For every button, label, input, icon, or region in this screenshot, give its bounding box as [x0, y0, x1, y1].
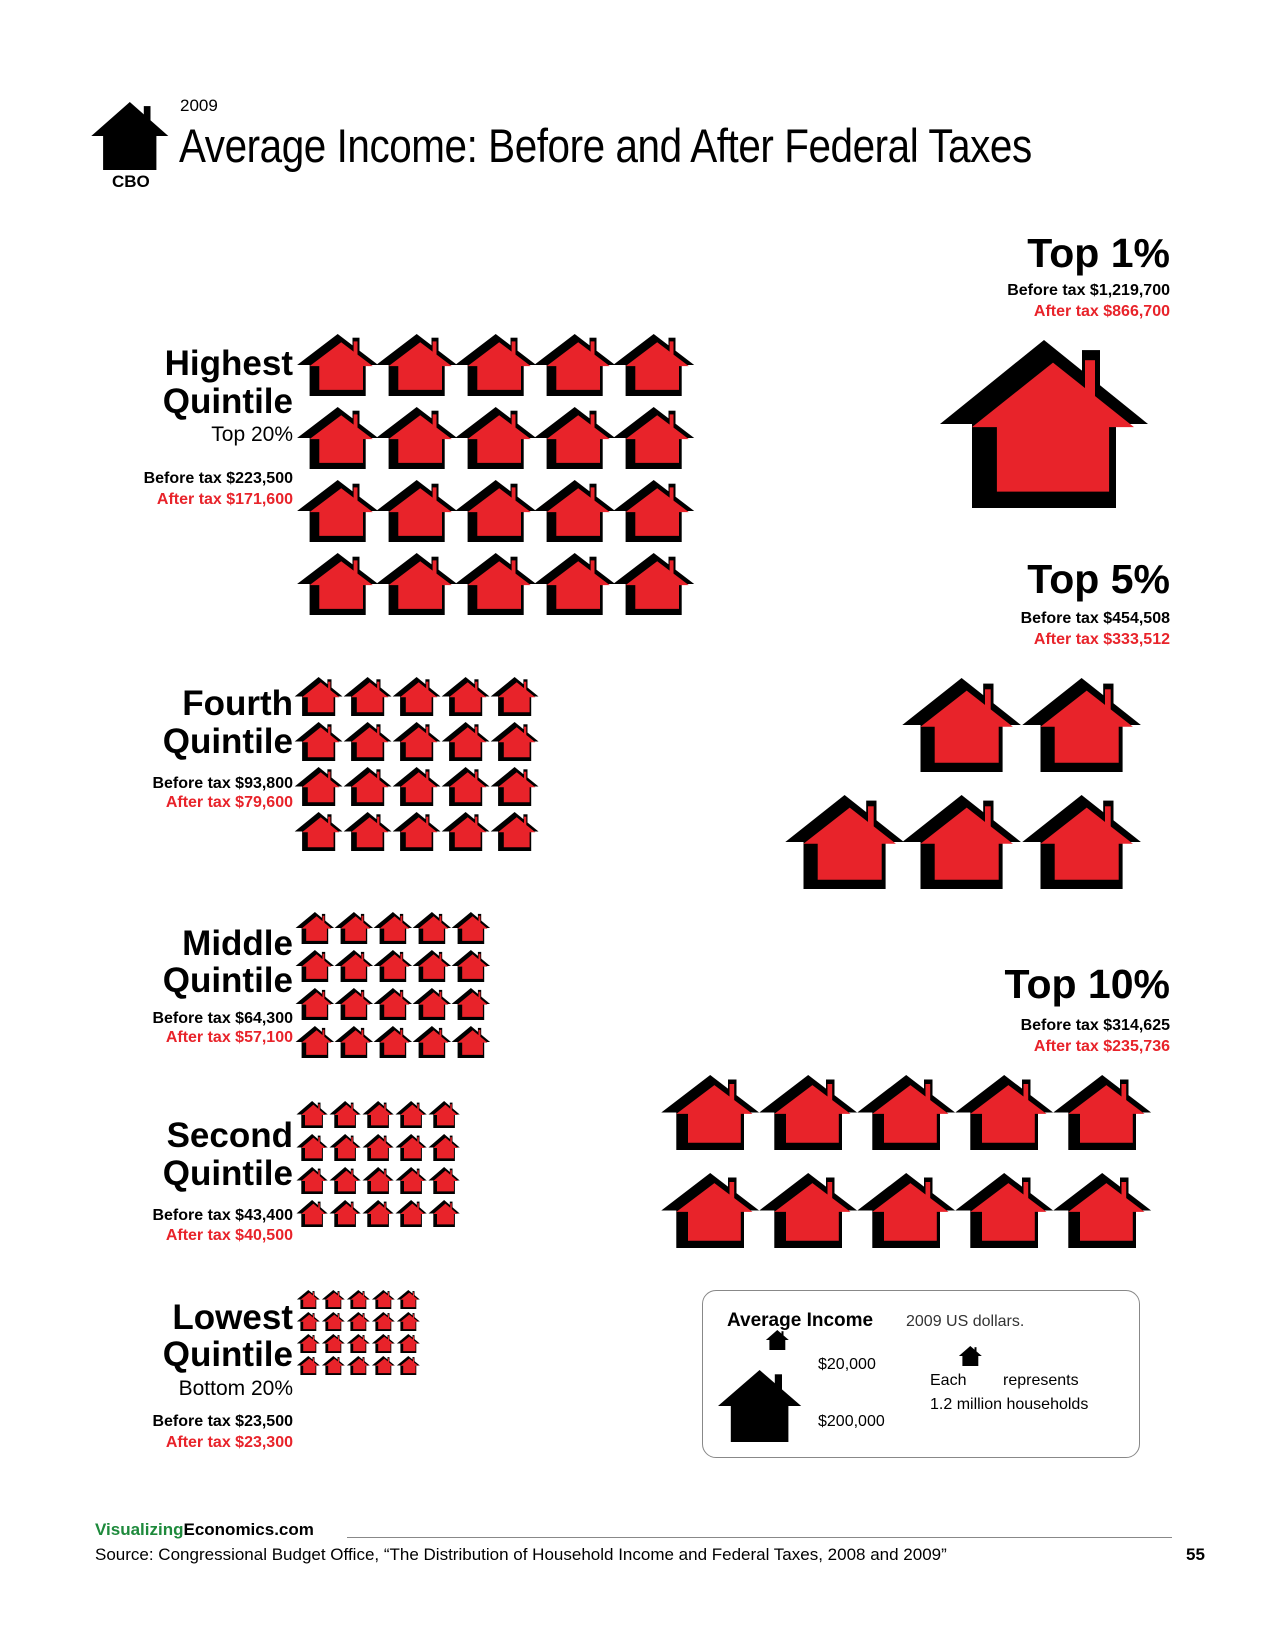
fourth-house	[344, 722, 392, 761]
middle-house	[374, 950, 413, 982]
footer-rule	[347, 1537, 1172, 1538]
fourth-house	[295, 812, 343, 851]
second-house	[396, 1167, 427, 1194]
highest-house	[297, 407, 378, 469]
lowest-house	[322, 1356, 345, 1375]
fourth-house	[393, 677, 441, 716]
highest-house	[297, 334, 378, 396]
top5-after-tax: After tax $333,512	[1033, 631, 1170, 648]
highest-quintile-sub: Top 20%	[211, 423, 293, 446]
fourth-quintile-name-2: Quintile	[162, 722, 293, 761]
lowest-before-tax: Before tax $23,500	[152, 1413, 293, 1430]
lowest-after-tax: After tax $23,300	[165, 1434, 293, 1451]
second-house	[330, 1200, 361, 1227]
lowest-house	[397, 1312, 420, 1331]
highest-quintile-name-1: Highest	[164, 344, 293, 383]
second-house	[429, 1167, 460, 1194]
lowest-house	[372, 1312, 395, 1331]
cbo-house-shape	[91, 102, 168, 170]
site-name-rest: Economics.com	[183, 1520, 314, 1539]
middle-house	[335, 950, 374, 982]
lowest-house	[347, 1334, 370, 1353]
middle-house	[413, 988, 452, 1020]
highest-house	[297, 553, 378, 615]
lowest-house	[372, 1334, 395, 1353]
middle-house	[452, 1026, 491, 1058]
second-house	[396, 1101, 427, 1128]
highest-before-tax: Before tax $223,500	[143, 470, 293, 487]
legend-small-value: $20,000	[818, 1356, 876, 1373]
highest-house	[613, 553, 694, 615]
lowest-house	[347, 1290, 370, 1309]
fourth-house	[393, 722, 441, 761]
lowest-house	[297, 1334, 320, 1353]
top10-house	[857, 1173, 955, 1248]
top10-after-tax: After tax $235,736	[1033, 1038, 1170, 1055]
highest-house	[376, 334, 457, 396]
fourth-house	[295, 677, 343, 716]
fourth-house	[344, 767, 392, 806]
middle-house	[296, 1026, 335, 1058]
middle-house	[452, 912, 491, 944]
legend-each-label: Each	[930, 1372, 967, 1389]
second-house	[330, 1134, 361, 1161]
highest-house	[455, 334, 536, 396]
top5-name: Top 5%	[1027, 556, 1170, 602]
legend-title: Average Income	[727, 1310, 874, 1331]
middle-quintile-name-1: Middle	[182, 924, 293, 963]
cbo-house-icon	[91, 102, 168, 170]
lowest-quintile-name-1: Lowest	[172, 1298, 293, 1337]
top5-before-tax: Before tax $454,508	[1020, 610, 1170, 627]
fourth-house	[491, 767, 539, 806]
cbo-logo-text: CBO	[112, 172, 150, 191]
second-house	[363, 1167, 394, 1194]
middle-house	[374, 1026, 413, 1058]
top5-house	[902, 678, 1021, 772]
legend-unit: 2009 US dollars.	[906, 1313, 1025, 1330]
middle-house	[296, 912, 335, 944]
lowest-quintile-name-2: Quintile	[162, 1335, 293, 1374]
fourth-house	[442, 767, 490, 806]
fourth-before-tax: Before tax $93,800	[152, 775, 293, 792]
middle-house	[335, 912, 374, 944]
fourth-house	[442, 677, 490, 716]
lowest-house	[397, 1356, 420, 1375]
highest-house	[613, 407, 694, 469]
fourth-house	[295, 767, 343, 806]
middle-before-tax: Before tax $64,300	[152, 1010, 293, 1027]
middle-house	[296, 950, 335, 982]
highest-after-tax: After tax $171,600	[156, 491, 293, 508]
lowest-house	[322, 1334, 345, 1353]
top5-house	[1022, 678, 1141, 772]
fourth-house	[491, 677, 539, 716]
middle-quintile-name-2: Quintile	[162, 961, 293, 1000]
second-before-tax: Before tax $43,400	[152, 1207, 293, 1224]
lowest-house	[297, 1290, 320, 1309]
fourth-house	[393, 767, 441, 806]
top5-house	[1022, 795, 1141, 889]
middle-house	[413, 912, 452, 944]
top10-house	[1053, 1075, 1151, 1150]
top10-house	[759, 1075, 857, 1150]
site-name-green: Visualizing	[95, 1520, 184, 1539]
second-house	[297, 1200, 328, 1227]
highest-house	[376, 480, 457, 542]
lowest-house	[297, 1356, 320, 1375]
year-label: 2009	[180, 96, 218, 115]
fourth-house	[393, 812, 441, 851]
second-house	[297, 1101, 328, 1128]
highest-house	[455, 407, 536, 469]
second-house	[297, 1134, 328, 1161]
highest-house	[297, 480, 378, 542]
top1-house	[940, 340, 1148, 508]
highest-house	[613, 480, 694, 542]
second-house	[396, 1134, 427, 1161]
fourth-after-tax: After tax $79,600	[165, 794, 293, 811]
lowest-house	[372, 1290, 395, 1309]
top10-house	[759, 1173, 857, 1248]
second-house	[330, 1101, 361, 1128]
highest-house	[376, 553, 457, 615]
legend-represents-label: represents	[1003, 1372, 1079, 1389]
middle-after-tax: After tax $57,100	[165, 1029, 293, 1046]
top1-before-tax: Before tax $1,219,700	[1007, 282, 1170, 299]
highest-house	[534, 553, 615, 615]
fourth-house	[442, 812, 490, 851]
lowest-house	[397, 1290, 420, 1309]
top10-house	[857, 1075, 955, 1150]
fourth-house	[491, 722, 539, 761]
highest-house	[613, 334, 694, 396]
lowest-house	[322, 1290, 345, 1309]
top1-after-tax: After tax $866,700	[1033, 303, 1170, 320]
fourth-house	[344, 812, 392, 851]
lowest-house	[347, 1312, 370, 1331]
page-number: 55	[1186, 1545, 1205, 1564]
highest-house	[534, 334, 615, 396]
highest-house	[534, 407, 615, 469]
highest-house	[534, 480, 615, 542]
top10-name: Top 10%	[1004, 961, 1170, 1007]
top1-name: Top 1%	[1027, 230, 1170, 276]
second-house	[429, 1200, 460, 1227]
top10-house	[955, 1075, 1053, 1150]
house-marks	[295, 334, 1151, 1375]
legend-large-value: $200,000	[818, 1413, 885, 1430]
top5-house	[902, 795, 1021, 889]
site-name	[95, 1520, 314, 1540]
second-quintile-name-1: Second	[166, 1116, 293, 1155]
lowest-house	[347, 1356, 370, 1375]
middle-house	[374, 912, 413, 944]
top10-house	[1053, 1173, 1151, 1248]
middle-house	[452, 988, 491, 1020]
highest-house	[455, 480, 536, 542]
second-house	[363, 1134, 394, 1161]
legend-households-label: 1.2 million households	[930, 1396, 1089, 1413]
second-house	[297, 1167, 328, 1194]
lowest-house	[372, 1356, 395, 1375]
fourth-house	[344, 677, 392, 716]
top10-house	[661, 1075, 759, 1150]
top10-before-tax: Before tax $314,625	[1020, 1017, 1170, 1034]
lowest-quintile-sub: Bottom 20%	[178, 1377, 293, 1400]
second-house	[363, 1200, 394, 1227]
second-quintile-name-2: Quintile	[162, 1154, 293, 1193]
middle-house	[296, 988, 335, 1020]
middle-house	[374, 988, 413, 1020]
second-house	[429, 1101, 460, 1128]
fourth-house	[442, 722, 490, 761]
fourth-house	[295, 722, 343, 761]
middle-house	[413, 1026, 452, 1058]
middle-house	[335, 988, 374, 1020]
second-house	[396, 1200, 427, 1227]
page-title: Average Income: Before and After Federal Taxes	[179, 119, 1032, 172]
middle-house	[452, 950, 491, 982]
source-note: Source: Congressional Budget Office, “The Distribution of Household Income and Federal Taxes, 2008 and 2009”	[95, 1545, 947, 1564]
middle-house	[335, 1026, 374, 1058]
top10-house	[955, 1173, 1053, 1248]
second-house	[330, 1167, 361, 1194]
top5-house	[785, 795, 904, 889]
fourth-house	[491, 812, 539, 851]
highest-house	[376, 407, 457, 469]
highest-quintile-name-2: Quintile	[162, 382, 293, 421]
second-house	[429, 1134, 460, 1161]
second-after-tax: After tax $40,500	[165, 1227, 293, 1244]
lowest-house	[297, 1312, 320, 1331]
highest-house	[455, 553, 536, 615]
middle-house	[413, 950, 452, 982]
second-house	[363, 1101, 394, 1128]
top10-house	[661, 1173, 759, 1248]
lowest-house	[322, 1312, 345, 1331]
lowest-house	[397, 1334, 420, 1353]
fourth-quintile-name-1: Fourth	[182, 684, 293, 723]
